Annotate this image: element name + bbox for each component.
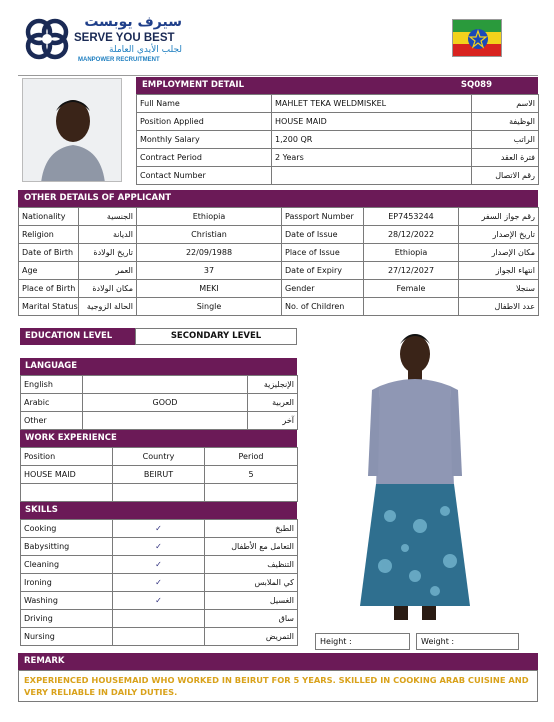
field-label-arabic: انتهاء الجواز <box>459 262 539 280</box>
work-cell: 5 <box>205 466 298 484</box>
employment-row <box>137 131 539 149</box>
reference-code: SQ089 <box>460 80 492 90</box>
work-cell <box>21 484 113 502</box>
column-header: Position <box>21 448 113 466</box>
field-label-arabic: مكان الولادة <box>79 280 137 298</box>
check-icon: ✓ <box>113 592 205 610</box>
employment-detail-title: EMPLOYMENT DETAIL <box>142 80 244 90</box>
applicant-fullbody-photo <box>350 326 480 632</box>
field-value: 2 Years <box>272 149 472 167</box>
field-value: 37 <box>137 262 282 280</box>
skill-name: Washing <box>21 592 113 610</box>
field-label-arabic: الاسم <box>472 95 539 113</box>
work-cell <box>113 484 205 502</box>
field-label: Place of Issue <box>282 244 364 262</box>
skill-row <box>21 538 298 556</box>
field-label-arabic: عدد الاطفال <box>459 298 539 316</box>
field-label-arabic: رقم الاتصال <box>472 167 539 185</box>
field-label: Position Applied <box>137 113 272 131</box>
language-level <box>83 376 248 394</box>
language-level: GOOD <box>83 394 248 412</box>
field-label-arabic: تاريخ الإصدار <box>459 226 539 244</box>
language-name: English <box>21 376 83 394</box>
skill-name: Cooking <box>21 520 113 538</box>
language-row <box>21 376 298 394</box>
other-details-row <box>19 208 539 226</box>
column-header: Period <box>205 448 298 466</box>
other-details-row <box>19 226 539 244</box>
skill-name-arabic: كي الملابس <box>205 574 298 592</box>
work-experience-table <box>20 447 298 502</box>
field-value: 28/12/2022 <box>364 226 459 244</box>
field-label: Monthly Salary <box>137 131 272 149</box>
field-label-arabic: الجنسية <box>79 208 137 226</box>
language-name-arabic: الإنجليزية <box>248 376 298 394</box>
skill-name-arabic: الغسيل <box>205 592 298 610</box>
field-value: 1,200 QR <box>272 131 472 149</box>
language-table <box>20 375 298 430</box>
skill-name: Ironing <box>21 574 113 592</box>
flag-star-emblem-icon <box>467 28 489 50</box>
remark-header: REMARK <box>18 653 538 670</box>
skill-name-arabic: ساق <box>205 610 298 628</box>
skill-name: Babysitting <box>21 538 113 556</box>
ethiopia-flag <box>452 19 502 57</box>
company-logo <box>22 14 182 66</box>
weight-box: Weight : <box>416 633 519 650</box>
skill-row <box>21 556 298 574</box>
employment-row <box>137 95 539 113</box>
field-value: Ethiopia <box>364 244 459 262</box>
field-label: Contact Number <box>137 167 272 185</box>
field-label: Gender <box>282 280 364 298</box>
skill-row <box>21 574 298 592</box>
check-icon: ✓ <box>113 574 205 592</box>
skill-row <box>21 610 298 628</box>
field-label-arabic: الوظيفة <box>472 113 539 131</box>
work-row-empty <box>21 484 298 502</box>
skill-name: Nursing <box>21 628 113 646</box>
language-row <box>21 412 298 430</box>
field-label-arabic: العمر <box>79 262 137 280</box>
education-value: SECONDARY LEVEL <box>135 328 297 345</box>
skill-name-arabic: التعامل مع الأطفال <box>205 538 298 556</box>
employment-row <box>137 167 539 185</box>
skill-name: Driving <box>21 610 113 628</box>
other-details-header <box>18 190 538 207</box>
height-box: Height : <box>315 633 410 650</box>
work-cell: HOUSE MAID <box>21 466 113 484</box>
language-header: LANGUAGE <box>20 358 297 375</box>
field-value: Christian <box>137 226 282 244</box>
check-icon: ✓ <box>113 556 205 574</box>
skill-row <box>21 592 298 610</box>
field-label-arabic: رقم جواز السفر <box>459 208 539 226</box>
skill-name-arabic: الطبخ <box>205 520 298 538</box>
employment-row <box>137 113 539 131</box>
field-label: Age <box>19 262 79 280</box>
skill-check-empty <box>113 610 205 628</box>
column-header: Country <box>113 448 205 466</box>
field-value: 22/09/1988 <box>137 244 282 262</box>
field-value: MAHLET TEKA WELDMISKEL <box>272 95 472 113</box>
other-details-row <box>19 262 539 280</box>
language-name-arabic: آخر <box>248 412 298 430</box>
work-cell <box>205 484 298 502</box>
field-label-arabic: تاريخ الولادة <box>79 244 137 262</box>
check-icon: ✓ <box>113 520 205 538</box>
brand-arabic-name: سيرف يوبست <box>84 14 182 30</box>
field-label: Date of Expiry <box>282 262 364 280</box>
skill-check-empty <box>113 628 205 646</box>
field-value: Female <box>364 280 459 298</box>
other-details-title: OTHER DETAILS OF APPLICANT <box>24 193 172 203</box>
field-value: EP7453244 <box>364 208 459 226</box>
language-row <box>21 394 298 412</box>
field-value: HOUSE MAID <box>272 113 472 131</box>
skill-name-arabic: التنظيف <box>205 556 298 574</box>
field-label-arabic: الحالة الزوجية <box>79 298 137 316</box>
employment-detail-header <box>136 77 538 94</box>
applicant-portrait-photo <box>22 78 122 182</box>
remark-text: EXPERIENCED HOUSEMAID WHO WORKED IN BEIRUT FOR 5 YEARS. SKILLED IN COOKING ARAB CUISINE AND VERY RELIABLE IN DAILY DUTIES. <box>24 675 529 697</box>
language-name: Arabic <box>21 394 83 412</box>
brand-arabic-tagline: لجلب الأيدي العاملة <box>109 45 182 55</box>
brand-name: SERVE YOU BEST <box>74 32 175 44</box>
skill-row <box>21 628 298 646</box>
field-value <box>272 167 472 185</box>
field-label: Date of Birth <box>19 244 79 262</box>
employment-row <box>137 149 539 167</box>
field-label: Date of Issue <box>282 226 364 244</box>
field-label: Full Name <box>137 95 272 113</box>
other-details-row <box>19 280 539 298</box>
field-label: Contract Period <box>137 149 272 167</box>
skill-name: Cleaning <box>21 556 113 574</box>
other-details-row <box>19 298 539 316</box>
language-level <box>83 412 248 430</box>
field-label: Place of Birth <box>19 280 79 298</box>
remark-box <box>18 670 538 702</box>
field-label-arabic: الراتب <box>472 131 539 149</box>
employment-detail-table <box>136 94 539 185</box>
logo-knot-icon <box>22 16 72 62</box>
check-icon: ✓ <box>113 538 205 556</box>
field-value: 27/12/2027 <box>364 262 459 280</box>
language-name: Other <box>21 412 83 430</box>
language-name-arabic: العربية <box>248 394 298 412</box>
other-details-table <box>18 207 539 316</box>
other-details-row <box>19 244 539 262</box>
work-cell: BEIRUT <box>113 466 205 484</box>
field-value: MEKI <box>137 280 282 298</box>
brand-tagline: MANPOWER RECRUITMENT <box>78 57 160 63</box>
field-label: Nationality <box>19 208 79 226</box>
skill-row <box>21 520 298 538</box>
work-row <box>21 466 298 484</box>
field-label-arabic: سنجلا <box>459 280 539 298</box>
field-label-arabic: الديانة <box>79 226 137 244</box>
field-value <box>364 298 459 316</box>
skill-name-arabic: التمريض <box>205 628 298 646</box>
field-label: Passport Number <box>282 208 364 226</box>
skills-table <box>20 519 298 646</box>
education-label: EDUCATION LEVEL <box>20 328 135 345</box>
field-label: Religion <box>19 226 79 244</box>
field-label-arabic: مكان الإصدار <box>459 244 539 262</box>
field-label: Marital Status <box>19 298 79 316</box>
field-label: No. of Children <box>282 298 364 316</box>
field-label-arabic: فترة العقد <box>472 149 539 167</box>
work-header-row <box>21 448 298 466</box>
field-value: Ethiopia <box>137 208 282 226</box>
skills-header: SKILLS <box>20 502 297 519</box>
field-value: Single <box>137 298 282 316</box>
work-experience-header: WORK EXPERIENCE <box>20 430 297 447</box>
